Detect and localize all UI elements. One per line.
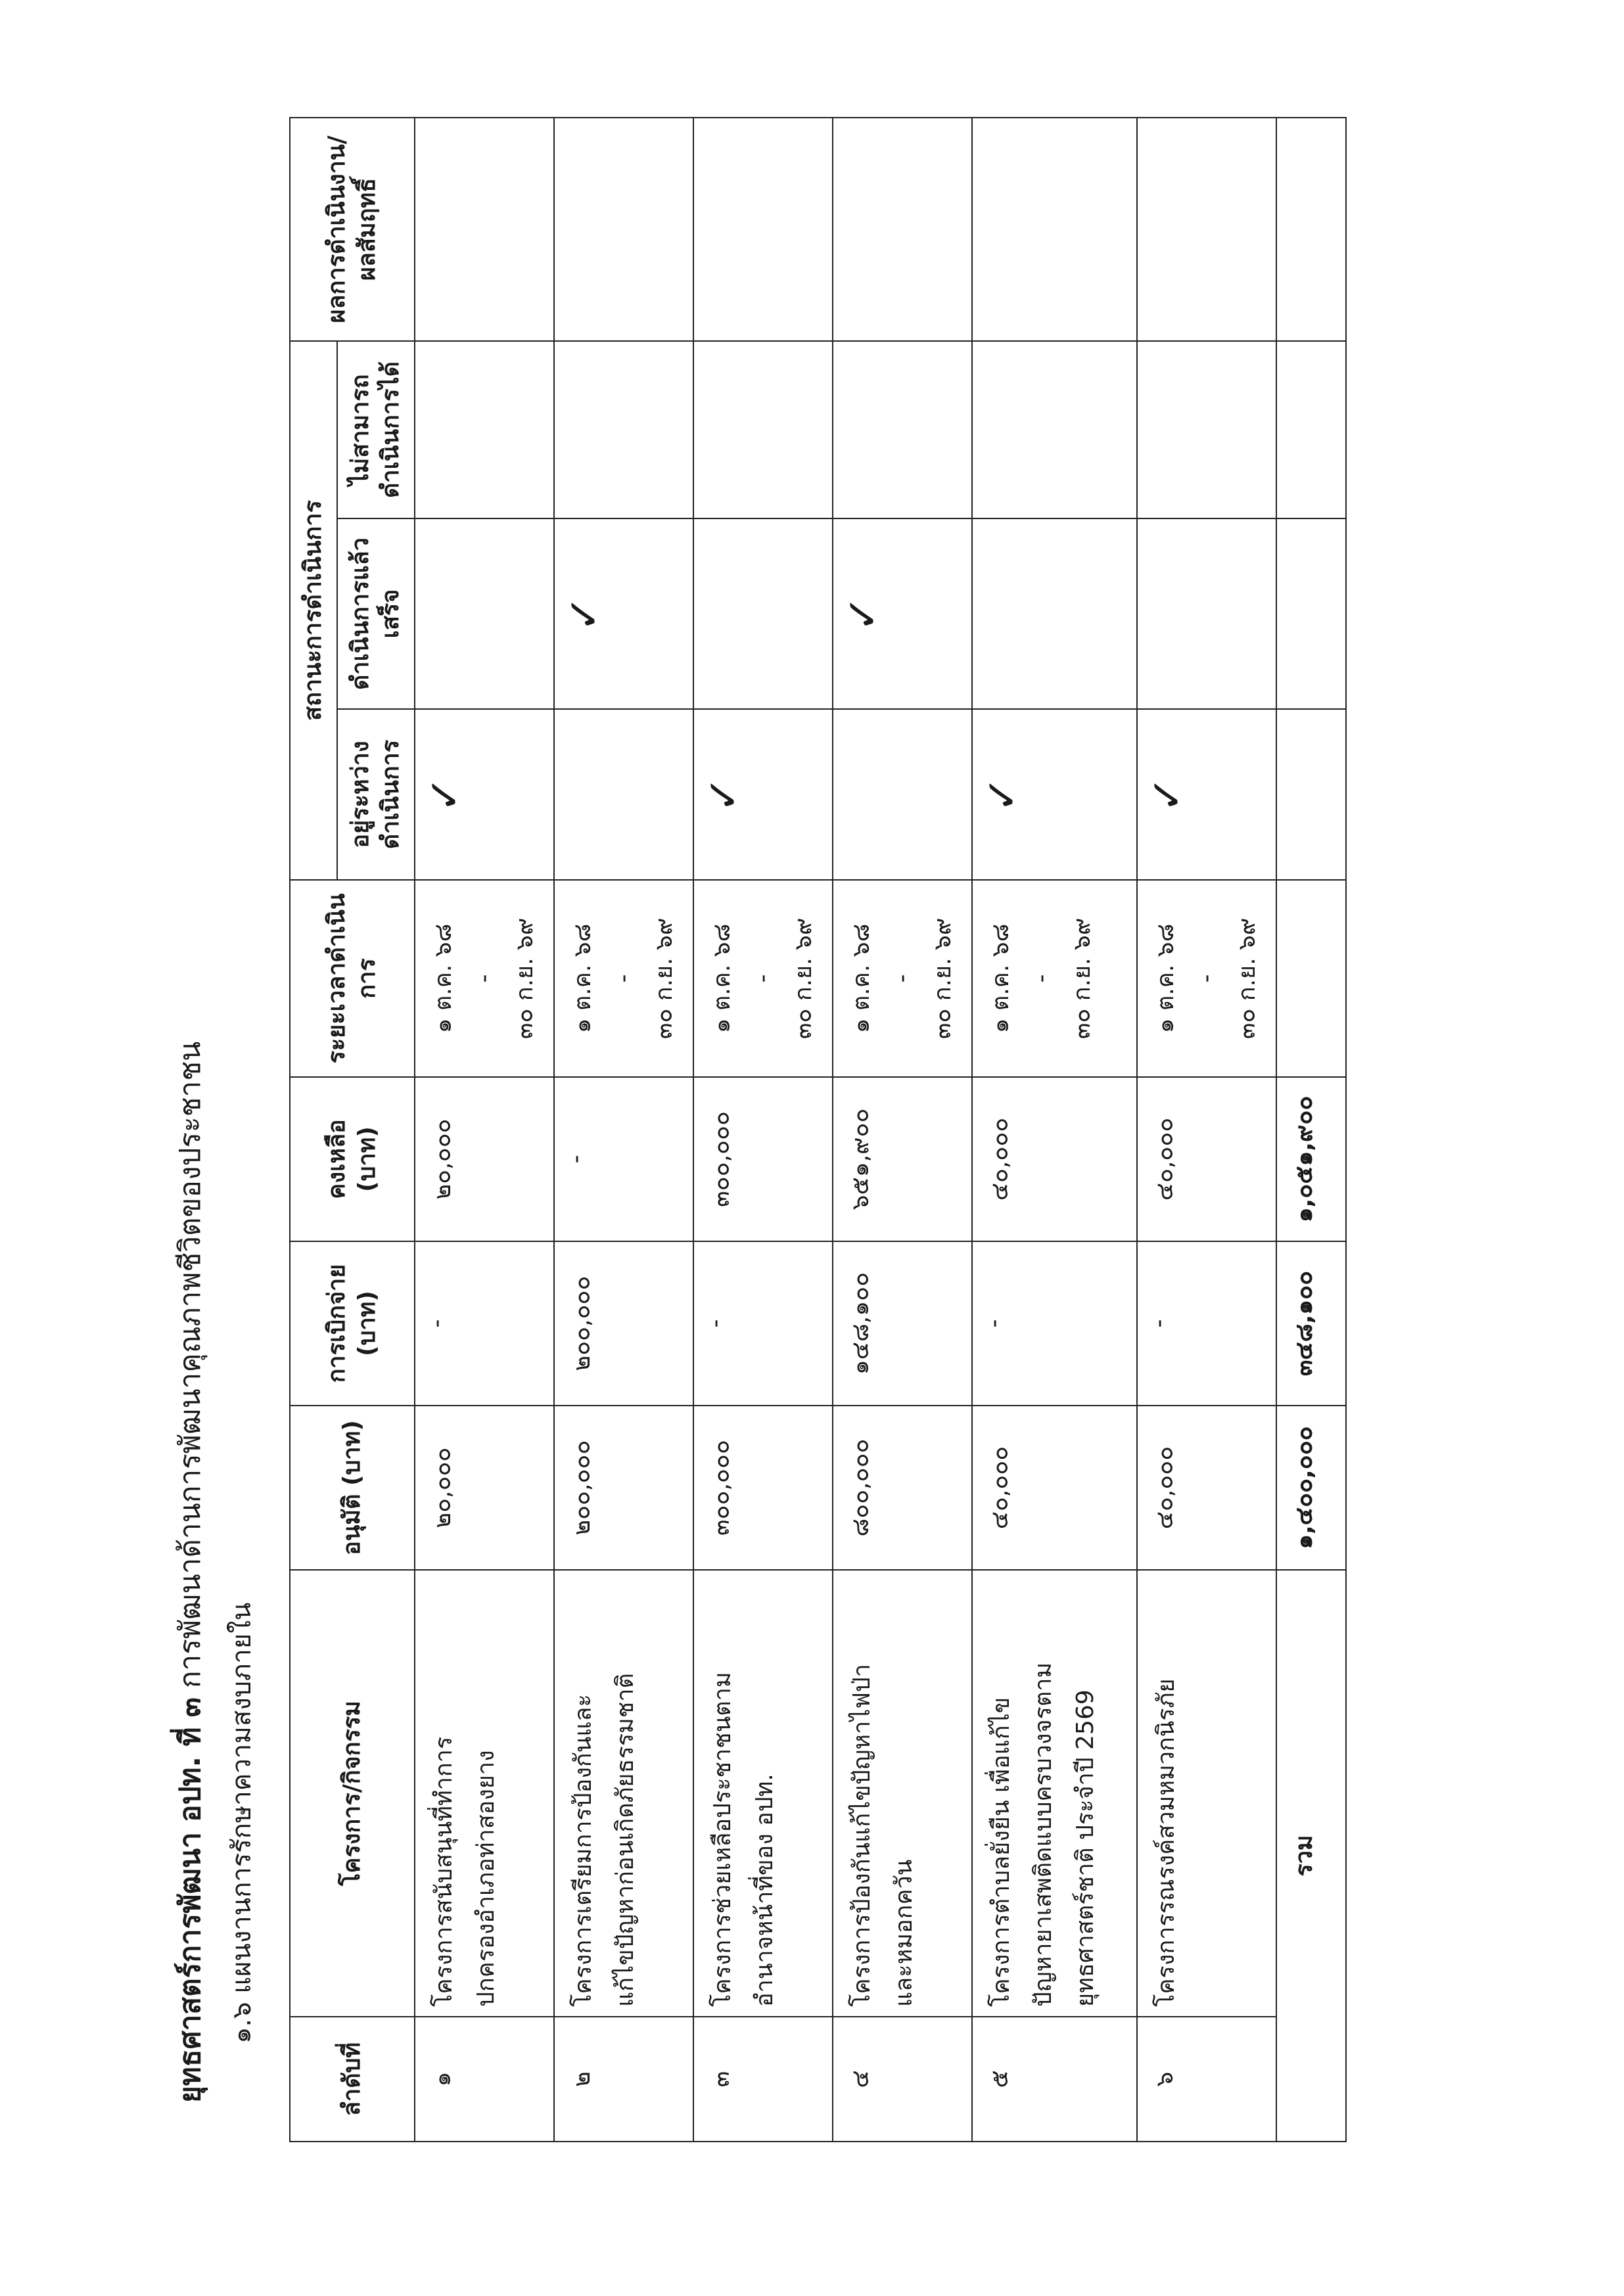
row-approved: ๔๐,๐๐๐ — [1137, 1406, 1276, 1570]
period-start: ๑ ต.ค. ๖๘ — [987, 923, 1014, 1034]
row-approved: ๓๐๐,๐๐๐ — [693, 1406, 833, 1570]
total-label: รวม — [1276, 1570, 1346, 2142]
check-in-progress: ✓ — [415, 709, 554, 880]
total-disbursed: ๓๔๘,๑๐๐ — [1276, 1241, 1346, 1406]
row-period — [833, 880, 972, 1077]
period-end: ๓๐ ก.ย. ๖๙ — [651, 917, 678, 1040]
row-remaining: ๔๐,๐๐๐ — [972, 1077, 1137, 1241]
header-approved: อนุมัติ (บาท) — [290, 1406, 415, 1570]
row-disbursed: ๑๔๘,๑๐๐ — [833, 1241, 972, 1406]
plan-subtitle: ๑.๖ แผนงานการรักษาความสงบภายใน — [227, 1602, 257, 2044]
period-start: ๑ ต.ค. ๖๘ — [430, 923, 457, 1034]
period-dash: - — [1193, 974, 1220, 983]
row-remaining: ๔๐,๐๐๐ — [1137, 1077, 1276, 1241]
row-disbursed: - — [415, 1241, 554, 1406]
row-no: ๕ — [972, 2017, 1137, 2142]
check-cannot — [554, 341, 693, 518]
total-remaining: ๑,๐๕๑,๙๐๐ — [1276, 1077, 1346, 1241]
row-result — [554, 118, 693, 341]
period-end: ๓๐ ก.ย. ๖๙ — [511, 917, 538, 1040]
row-period — [554, 880, 693, 1077]
header-no: ลำดับที่ — [290, 2017, 415, 2142]
check-cannot — [693, 341, 833, 518]
row-result — [833, 118, 972, 341]
row-no: ๑ — [415, 2017, 554, 2142]
row-disbursed: - — [693, 1241, 833, 1406]
header-project: โครงการ/กิจกรรม — [290, 1570, 415, 2017]
check-cannot — [972, 341, 1137, 518]
period-dash: - — [749, 974, 776, 983]
period-end: ๓๐ ก.ย. ๖๙ — [1234, 917, 1261, 1040]
period-start: ๑ ต.ค. ๖๘ — [569, 923, 596, 1034]
table-row — [693, 118, 833, 2142]
row-result — [1137, 118, 1276, 341]
total-approved: ๑,๔๐๐,๐๐๐ — [1276, 1406, 1346, 1570]
check-completed: ✓ — [833, 518, 972, 709]
header-remaining: คงเหลือ (บาท) — [290, 1077, 415, 1241]
header-in-progress: อยู่ระหว่างดำเนินการ — [337, 709, 415, 880]
row-approved: ๘๐๐,๐๐๐ — [833, 1406, 972, 1570]
check-cannot — [1137, 341, 1276, 518]
table-row — [554, 118, 693, 2142]
check-in-progress — [833, 709, 972, 880]
row-no: ๖ — [1137, 2017, 1276, 2142]
period-end: ๓๐ ก.ย. ๖๙ — [1069, 917, 1096, 1040]
total-cannot-empty — [1276, 341, 1346, 518]
row-disbursed: - — [972, 1241, 1137, 1406]
period-dash: - — [1028, 974, 1055, 983]
period-end: ๓๐ ก.ย. ๖๙ — [790, 917, 817, 1040]
period-dash: - — [471, 974, 498, 983]
row-remaining: ๖๕๑,๙๐๐ — [833, 1077, 972, 1241]
check-in-progress: ✓ — [1137, 709, 1276, 880]
row-remaining: ๒๐,๐๐๐ — [415, 1077, 554, 1241]
period-dash: - — [889, 974, 916, 983]
row-approved: ๒๐,๐๐๐ — [415, 1406, 554, 1570]
row-project-name: โครงการช่วยเหลือประชาชนตาม อำนาจหน้าที่ของ อปท. — [693, 1570, 833, 2017]
period-start: ๑ ต.ค. ๖๘ — [848, 923, 875, 1034]
row-project-name: โครงการสนับสนุนที่ทำการ ปกครองอำเภอท่าสองยาง — [415, 1570, 554, 2017]
period-dash: - — [610, 974, 637, 983]
header-cannot: ไม่สามารถดำเนินการได้ — [337, 341, 415, 518]
row-remaining: - — [554, 1077, 693, 1241]
period-start: ๑ ต.ค. ๖๘ — [708, 923, 735, 1034]
row-remaining: ๓๐๐,๐๐๐ — [693, 1077, 833, 1241]
check-completed — [415, 518, 554, 709]
row-result — [693, 118, 833, 341]
row-disbursed: ๒๐๐,๐๐๐ — [554, 1241, 693, 1406]
row-result — [415, 118, 554, 341]
row-period — [972, 880, 1137, 1077]
row-project-name: โครงการป้องกันแก้ไขปัญหาไฟป่า และหมอกควัน — [833, 1570, 972, 2017]
header-result: ผลการดำเนินงาน/ผลสัมฤทธิ์ — [290, 118, 415, 341]
row-no: ๒ — [554, 2017, 693, 2142]
header-status: สถานะการดำเนินการ — [290, 341, 337, 880]
strategy-title: ยุทธศาสตร์การพัฒนา อปท. ที่ ๓ — [174, 1697, 207, 2103]
check-cannot — [415, 341, 554, 518]
check-completed — [972, 518, 1137, 709]
check-in-progress: ✓ — [693, 709, 833, 880]
row-project-name: โครงการเตรียมการป้องกันและ แก้ไขปัญหาก่อนเกิดภัยธรรมชาติ — [554, 1570, 693, 2017]
check-completed: ✓ — [554, 518, 693, 709]
row-project-name: โครงการรณรงค์สวมหมวกนิรภัย — [1137, 1570, 1276, 2017]
check-in-progress — [554, 709, 693, 880]
total-result-empty — [1276, 118, 1346, 341]
total-in-progress-empty — [1276, 709, 1346, 880]
row-period — [1137, 880, 1276, 1077]
row-no: ๔ — [833, 2017, 972, 2142]
row-period — [415, 880, 554, 1077]
row-no: ๓ — [693, 2017, 833, 2142]
check-in-progress: ✓ — [972, 709, 1137, 880]
header-disbursed: การเบิกจ่าย (บาท) — [290, 1241, 415, 1406]
plan-table — [289, 117, 1347, 2142]
period-end: ๓๐ ก.ย. ๖๙ — [929, 917, 956, 1040]
row-approved: ๒๐๐,๐๐๐ — [554, 1406, 693, 1570]
table-row — [972, 118, 1137, 2142]
period-start: ๑ ต.ค. ๖๘ — [1152, 923, 1179, 1034]
row-approved: ๔๐,๐๐๐ — [972, 1406, 1137, 1570]
total-row — [1276, 118, 1346, 2142]
rotated-document-sheet — [171, 118, 1551, 2142]
row-disbursed: - — [1137, 1241, 1276, 1406]
row-project-name: โครงการตำบลยั่งยืน เพื่อแก้ไข ปัญหายาเสพติดแบบครบวงจรตาม ยุทธศาสตร์ชาติ ประจำปี 2569 — [972, 1570, 1137, 2017]
row-period — [693, 880, 833, 1077]
table-row — [415, 118, 554, 2142]
header-period: ระยะเวลาดำเนินการ — [290, 880, 415, 1077]
check-completed — [1137, 518, 1276, 709]
header-completed: ดำเนินการแล้วเสร็จ — [337, 518, 415, 709]
document-heading — [171, 1042, 210, 2103]
table-row — [833, 118, 972, 2142]
total-completed-empty — [1276, 518, 1346, 709]
total-period-empty — [1276, 880, 1346, 1077]
table-row — [1137, 118, 1276, 2142]
row-result — [972, 118, 1137, 341]
check-completed — [693, 518, 833, 709]
strategy-description: การพัฒนาด้านการพัฒนาคุณภาพชีวิตของประชาชน — [174, 1041, 207, 1689]
check-cannot — [833, 341, 972, 518]
